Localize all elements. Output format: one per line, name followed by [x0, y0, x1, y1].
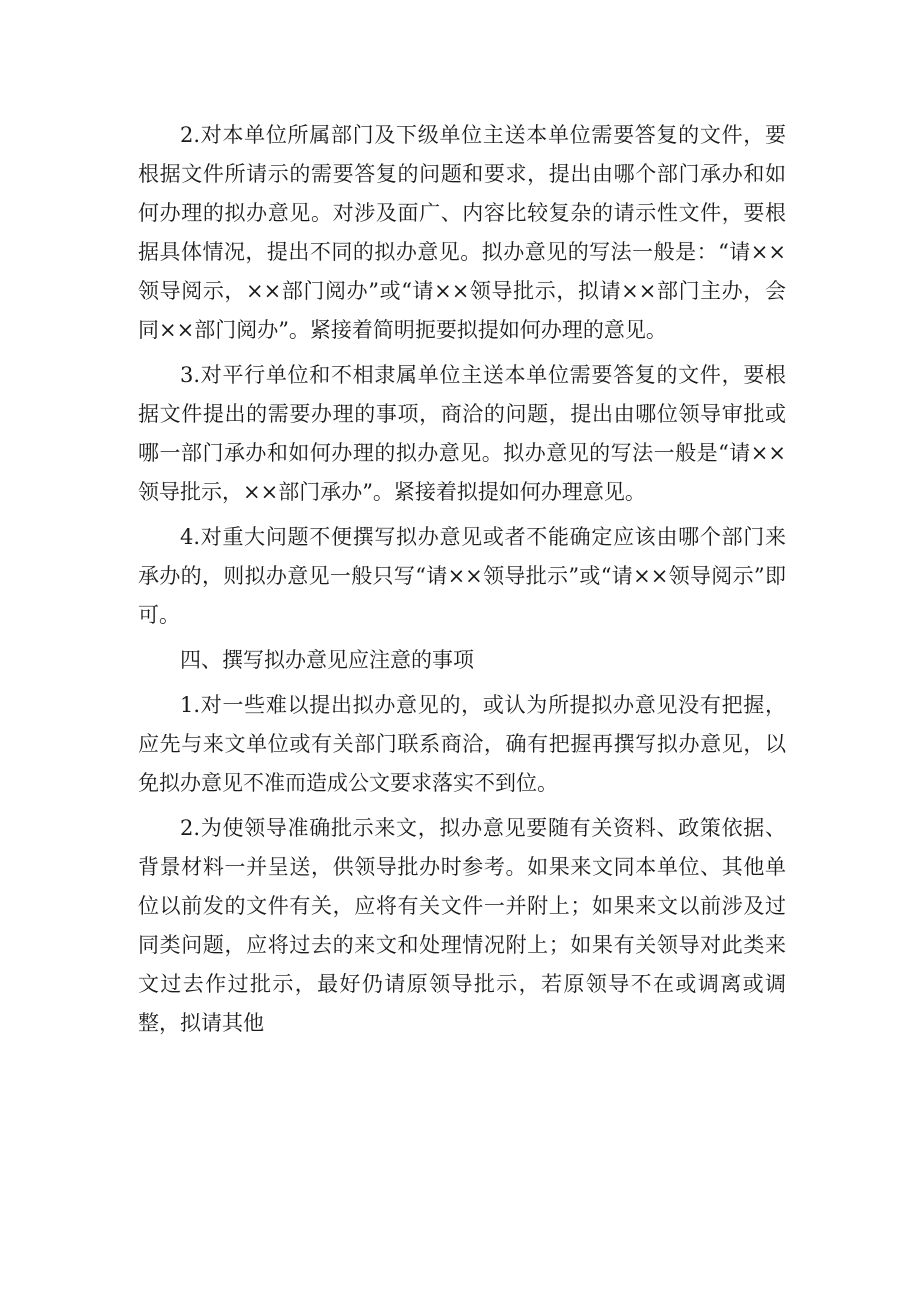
paragraph-item-2: 2.对本单位所属部门及下级单位主送本单位需要答复的文件，要根据文件所请示的需要答复的问题和要求，提出由哪个部门承办和如何办理的拟办意见。对涉及面广、内容比较复杂的请示性文件，要根据具体情况，提出不同的拟办意见。拟办意见的写法一般是：“请××领导阅示，××部门阅办”或“请××领导批示，拟请××部门主办，会同××部门阅办”。紧接着简明扼要拟提如何办理的意见。	[138, 123, 786, 342]
paragraph-item-4: 4.对重大问题不便撰写拟办意见或者不能确定应该由哪个部门来承办的，则拟办意见一般只写“请××领导批示”或“请××领导阅示”即可。	[138, 525, 786, 627]
document-body	[138, 116, 786, 1049]
section-paragraph-1: 1.对一些难以提出拟办意见的，或认为所提拟办意见没有把握，应先与来文单位或有关部门联系商洽，确有把握再撰写拟办意见，以免拟办意见不准而造成公文要求落实不到位。	[138, 693, 786, 795]
section-heading: 四、撰写拟办意见应注意的事项	[180, 648, 474, 672]
paragraph-item-3: 3.对平行单位和不相隶属单位主送本单位需要答复的文件，要根据文件提出的需要办理的事项，商洽的问题，提出由哪位领导审批或哪一部门承办和如何办理的拟办意见。拟办意见的写法一般是“请××领导批示，××部门承办”。紧接着拟提如何办理意见。	[138, 363, 786, 504]
section-paragraph-2: 2.为使领导准确批示来文，拟办意见要随有关资料、政策依据、背景材料一并呈送，供领导批办时参考。如果来文同本单位、其他单位以前发的文件有关，应将有关文件一并附上；如果来文以前涉及过同类问题，应将过去的来文和处理情况附上；如果有关领导对此类来文过去作过批示，最好仍请原领导批示，若原领导不在或调离或调整，拟请其他	[138, 816, 786, 1035]
